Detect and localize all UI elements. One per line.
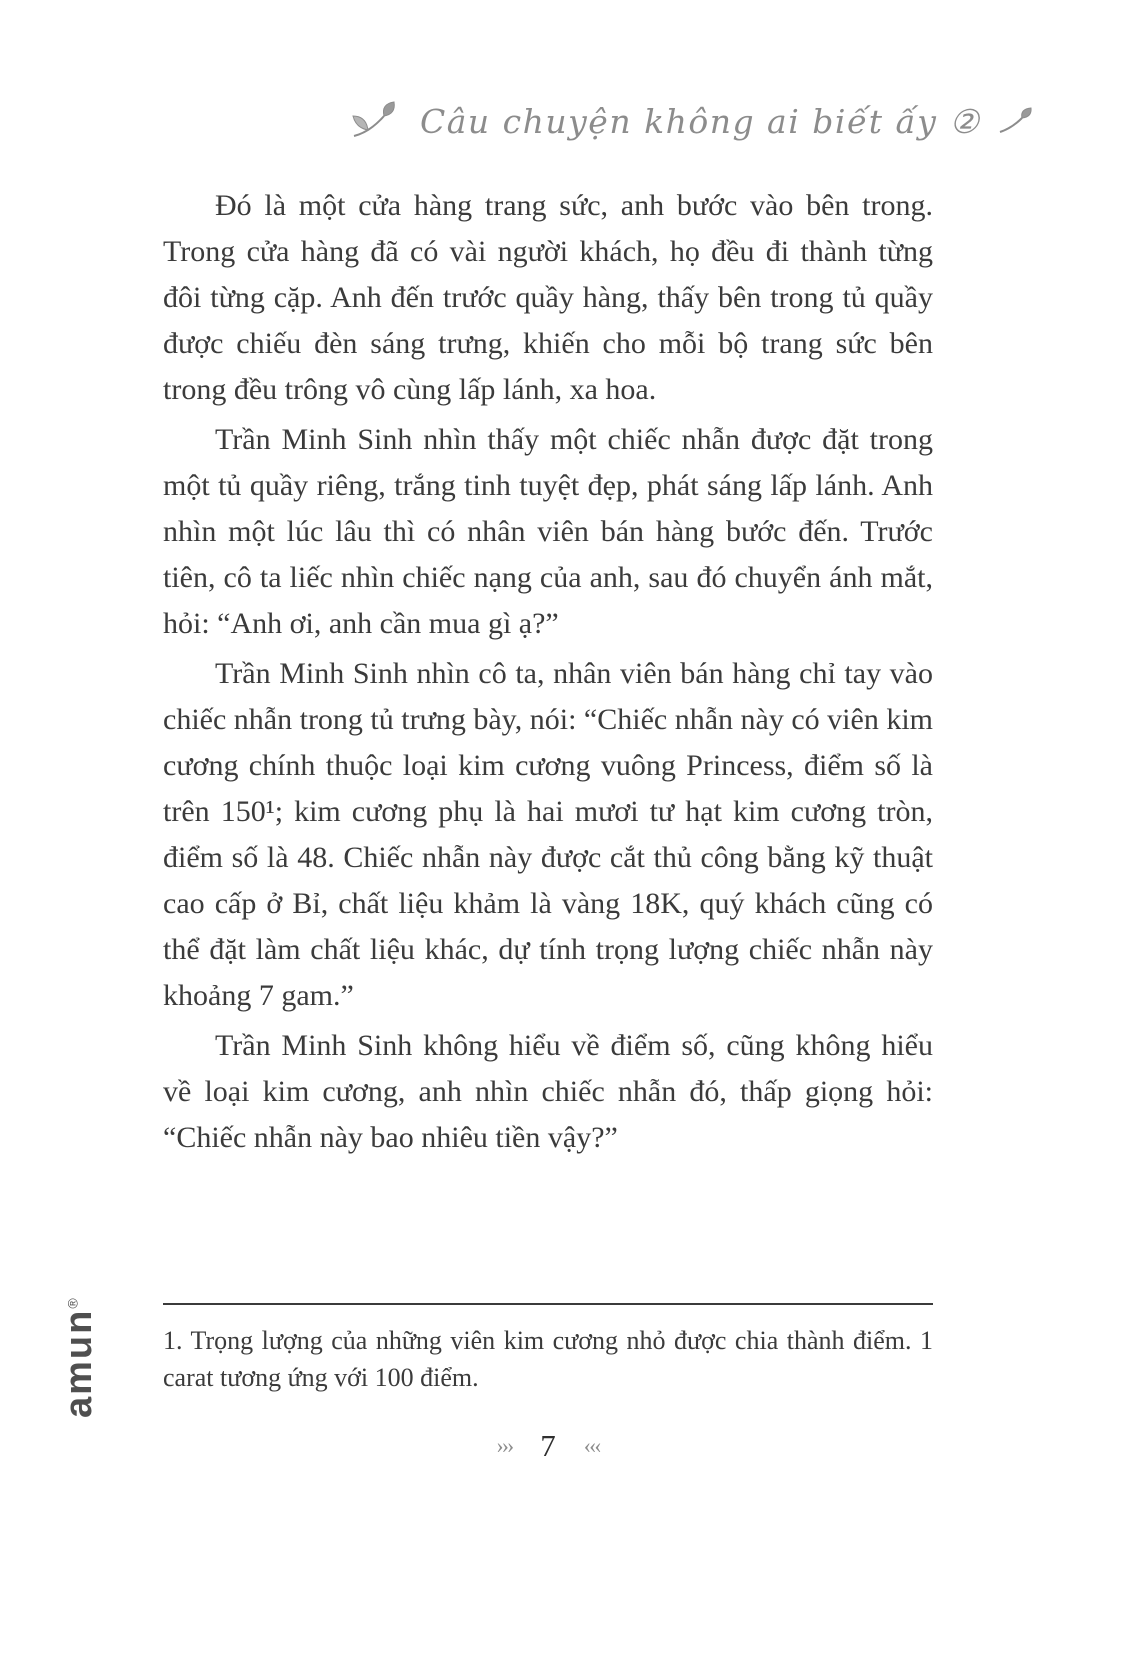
- body-text: [163, 183, 933, 1165]
- body-paragraph: Trần Minh Sinh nhìn cô ta, nhân viên bán hàng chỉ tay vào chiếc nhẫn trong tủ trưng bày, nói: “Chiếc nhẫn này có viên kim cương chính thuộc loại kim cương vuông Princess, điểm số là trên 150¹; kim cương phụ là hai mươi tư hạt kim cương tròn, điểm số là 48. Chiếc nhẫn này được cắt thủ công bằng kỹ thuật cao cấp ở Bỉ, chất liệu khảm là vàng 18K, quý khách cũng có thể đặt làm chất liệu khác, dự tính trọng lượng chiếc nhẫn này khoảng 7 gam.”: [163, 657, 933, 1012]
- body-paragraph: Đó là một cửa hàng trang sức, anh bước vào bên trong. Trong cửa hàng đã có vài người khách, họ đều đi thành từng đôi từng cặp. Anh đến trước quầy hàng, thấy bên trong tủ quầy được chiếu đèn sáng trưng, khiến cho mỗi bộ trang sức bên trong đều trông vô cùng lấp lánh, xa hoa.: [163, 189, 933, 406]
- footer-ornament-right: ‹‹‹: [583, 1433, 600, 1458]
- footer-ornament-left: ›››: [496, 1433, 513, 1458]
- footnote-divider: [163, 1303, 933, 1305]
- publisher-logo-text: amun: [58, 1308, 100, 1418]
- body-paragraph: Trần Minh Sinh nhìn thấy một chiếc nhẫn được đặt trong một tủ quầy riêng, trắng tinh tuyệt đẹp, phát sáng lấp lánh. Anh nhìn một lúc lâu thì có nhân viên bán hàng bước đến. Trước tiên, cô ta liếc nhìn chiếc nạng của anh, sau đó chuyển ánh mắt, hỏi: “Anh ơi, anh cần mua gì ạ?”: [163, 423, 933, 640]
- chapter-title: Câu chuyện không ai biết ấy ②: [420, 101, 981, 141]
- page-footer: [163, 1428, 933, 1464]
- leaf-ornament-left-icon: [350, 100, 404, 142]
- leaf-ornament-right-icon: [996, 106, 1036, 136]
- publisher-logo: [58, 1296, 101, 1418]
- running-header: [350, 100, 1036, 142]
- body-paragraph: Trần Minh Sinh không hiểu về điểm số, cũng không hiểu về loại kim cương, anh nhìn chiếc nhẫn đó, thấp giọng hỏi: “Chiếc nhẫn này bao nhiêu tiền vậy?”: [163, 1029, 933, 1154]
- registered-mark: ®: [64, 1296, 81, 1309]
- page-number: 7: [540, 1428, 556, 1463]
- footnote-text: 1. Trọng lượng của những viên kim cương nhỏ được chia thành điểm. 1 carat tương ứng với 100 điểm.: [163, 1326, 933, 1392]
